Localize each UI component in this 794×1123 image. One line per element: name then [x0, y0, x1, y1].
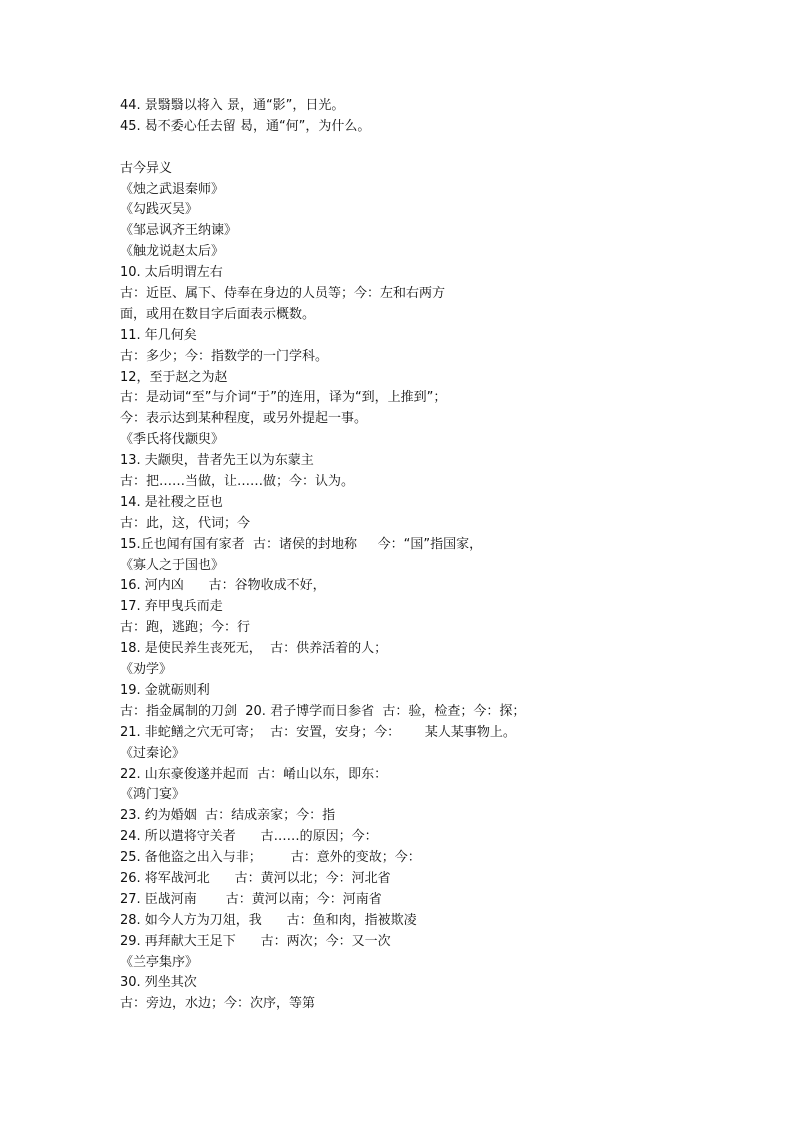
definition-line: 今：表示达到某种程度，或另外提起一事。: [120, 411, 368, 427]
entry-line: 15.丘也闻有国有家者 古：诸侯的封地称 今：“国”指国家，: [120, 536, 483, 552]
section-title: 《烛之武退秦师》: [120, 181, 225, 197]
section-title: 《过秦论》: [120, 745, 186, 761]
entry-line: 14. 是社稷之臣也: [120, 494, 223, 510]
section-title: 《寡人之于国也》: [120, 557, 225, 573]
entry-line: 28. 如今人方为刀俎，我 古：鱼和肉，指被欺凌: [120, 912, 417, 928]
entry-line: 22. 山东豪俊遂并起而 古：崤山以东，即东：: [120, 766, 388, 782]
entry-line: 24. 所以遣将守关者 古……的原因；今：: [120, 829, 378, 845]
entry-line: 19. 金就砺则利: [120, 682, 210, 698]
entry-line: 16. 河内凶 古：谷物收成不好，: [120, 578, 326, 594]
entry-line: 26. 将军战河北 古：黄河以北；今：河北省: [120, 870, 391, 886]
document-body: [120, 96, 680, 1015]
entry-line: 44. 景翳翳以将入 景，通“影”，日光。: [120, 98, 345, 113]
entry-line: 25. 备他盗之出入与非； 古：意外的变故；今：: [120, 850, 421, 866]
definition-line: 古：近臣、属下、侍奉在身边的人员等；今：左和右两方: [120, 286, 446, 302]
entry-line: 21. 非蛇鳝之穴无可寄； 古：安置，安身；今： 某人某事物上。: [120, 724, 516, 740]
entry-line: 12，至于赵之为赵: [120, 369, 228, 385]
entry-line: 30. 列坐其次: [120, 975, 197, 991]
definition-line: 古：把……当做，让……做；今：认为。: [120, 474, 355, 490]
definition-line: 古：此，这，代词；今: [120, 515, 251, 531]
definition-line: 古：跑，逃跑；今：行: [120, 620, 251, 636]
entry-line: 18. 是使民养生丧死无， 古：供养活着的人；: [120, 641, 388, 657]
section-title: 《兰亭集序》: [120, 954, 199, 970]
section-title: 《劝学》: [120, 662, 173, 678]
section-title: 《邹忌讽齐王纳谏》: [120, 223, 238, 239]
text-line: 面，或用在数目字后面表示概数。: [120, 306, 316, 322]
section-title: 《鸿门宴》: [120, 787, 186, 803]
blank-line: [120, 138, 680, 159]
entry-line: 17. 弃甲曳兵而走: [120, 599, 223, 615]
definition-line: 古：指金属制的刀剑 20. 君子博学而日参省 古：验，检查；今：探；: [120, 703, 526, 719]
definition-line: 古：是动词“至”与介词“于”的连用，译为“到，上推到”；: [120, 390, 447, 406]
section-title: 《季氏将伐颛臾》: [120, 432, 225, 448]
entry-line: 29. 再拜献大王足下 古：两次；今：又一次: [120, 933, 391, 949]
entry-line: 13. 夫颛臾，昔者先王以为东蒙主: [120, 453, 314, 469]
definition-line: 古：旁边，水边；今：次序，等第: [120, 996, 316, 1012]
entry-line: 45. 曷不委心任去留 曷，通“何”，为什么。: [120, 118, 371, 134]
entry-line: 27. 臣战河南 古：黄河以南；今：河南省: [120, 891, 382, 907]
section-title: 《勾践灭吴》: [120, 202, 199, 218]
definition-line: 古：多少；今：指数学的一门学科。: [120, 348, 329, 364]
section-title: 《触龙说赵太后》: [120, 244, 225, 260]
entry-line: 10. 太后明谓左右: [120, 265, 223, 281]
section-heading: 古今异义: [120, 160, 173, 176]
entry-line: 11. 年几何矣: [120, 327, 197, 343]
entry-line: 23. 约为婚姻 古：结成亲家；今：指: [120, 808, 336, 824]
